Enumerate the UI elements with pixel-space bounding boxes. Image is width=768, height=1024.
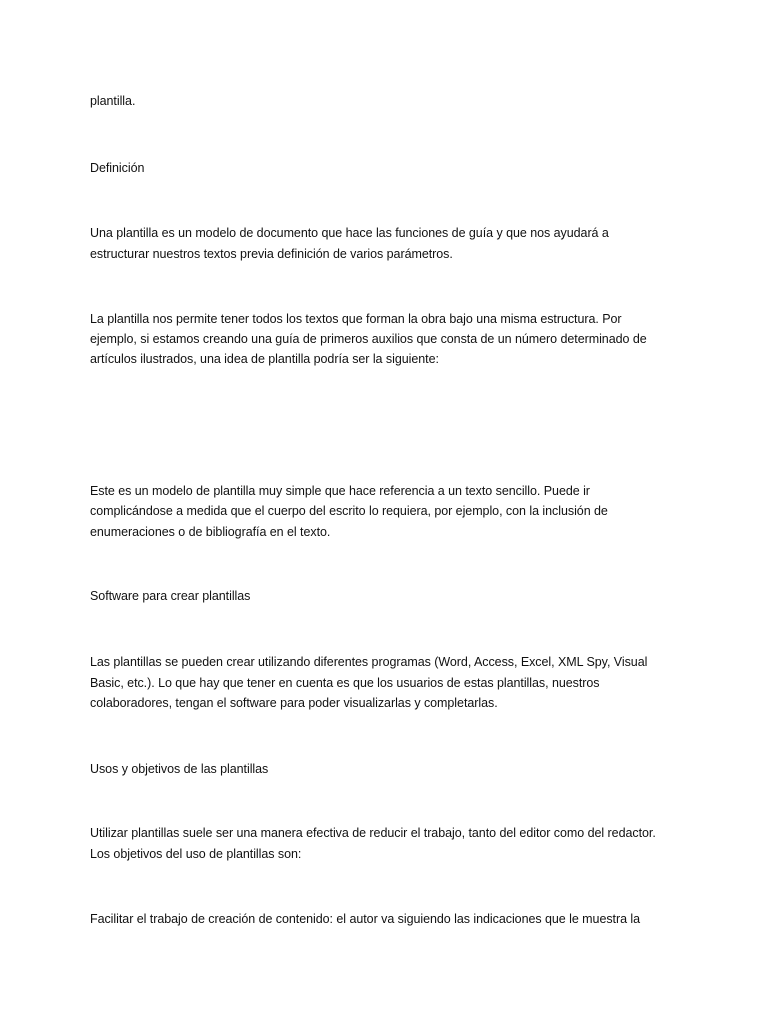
paragraph-line: Las plantillas se pueden crear utilizando diferentes programas (Word, Access, Excel, XML Spy, Visual [90,655,648,669]
paragraph-line: enumeraciones o de bibliografía en el texto. [90,525,331,539]
paragraph-line: ejemplo, si estamos creando una guía de primeros auxilios que consta de un número determinado de [90,332,647,346]
paragraph-line: artículos ilustrados, una idea de plantilla podría ser la siguiente: [90,352,439,366]
section-heading-definicion: Definición [90,161,145,175]
paragraph-line: plantilla. [90,94,136,108]
paragraph-line: complicándose a medida que el cuerpo del escrito lo requiera, por ejemplo, con la inclusión de [90,504,608,518]
paragraph-line: Este es un modelo de plantilla muy simple que hace referencia a un texto sencillo. Puede ir [90,484,590,498]
paragraph-line: Utilizar plantillas suele ser una manera efectiva de reducir el trabajo, tanto del editor como del redactor. [90,826,656,840]
paragraph-line: Una plantilla es un modelo de documento que hace las funciones de guía y que nos ayudará a [90,226,609,240]
paragraph-line: Basic, etc.). Lo que hay que tener en cuenta es que los usuarios de estas plantillas, nuestros [90,676,600,690]
paragraph-line: estructurar nuestros textos previa definición de varios parámetros. [90,247,453,261]
paragraph-line: colaboradores, tengan el software para poder visualizarlas y completarlas. [90,696,498,710]
paragraph-line: Los objetivos del uso de plantillas son: [90,847,302,861]
paragraph-line: La plantilla nos permite tener todos los textos que forman la obra bajo una misma estructura. Por [90,312,622,326]
section-heading-software: Software para crear plantillas [90,589,251,603]
section-heading-usos: Usos y objetivos de las plantillas [90,762,269,776]
paragraph-line: Facilitar el trabajo de creación de contenido: el autor va siguiendo las indicaciones que le muestra la [90,912,641,926]
